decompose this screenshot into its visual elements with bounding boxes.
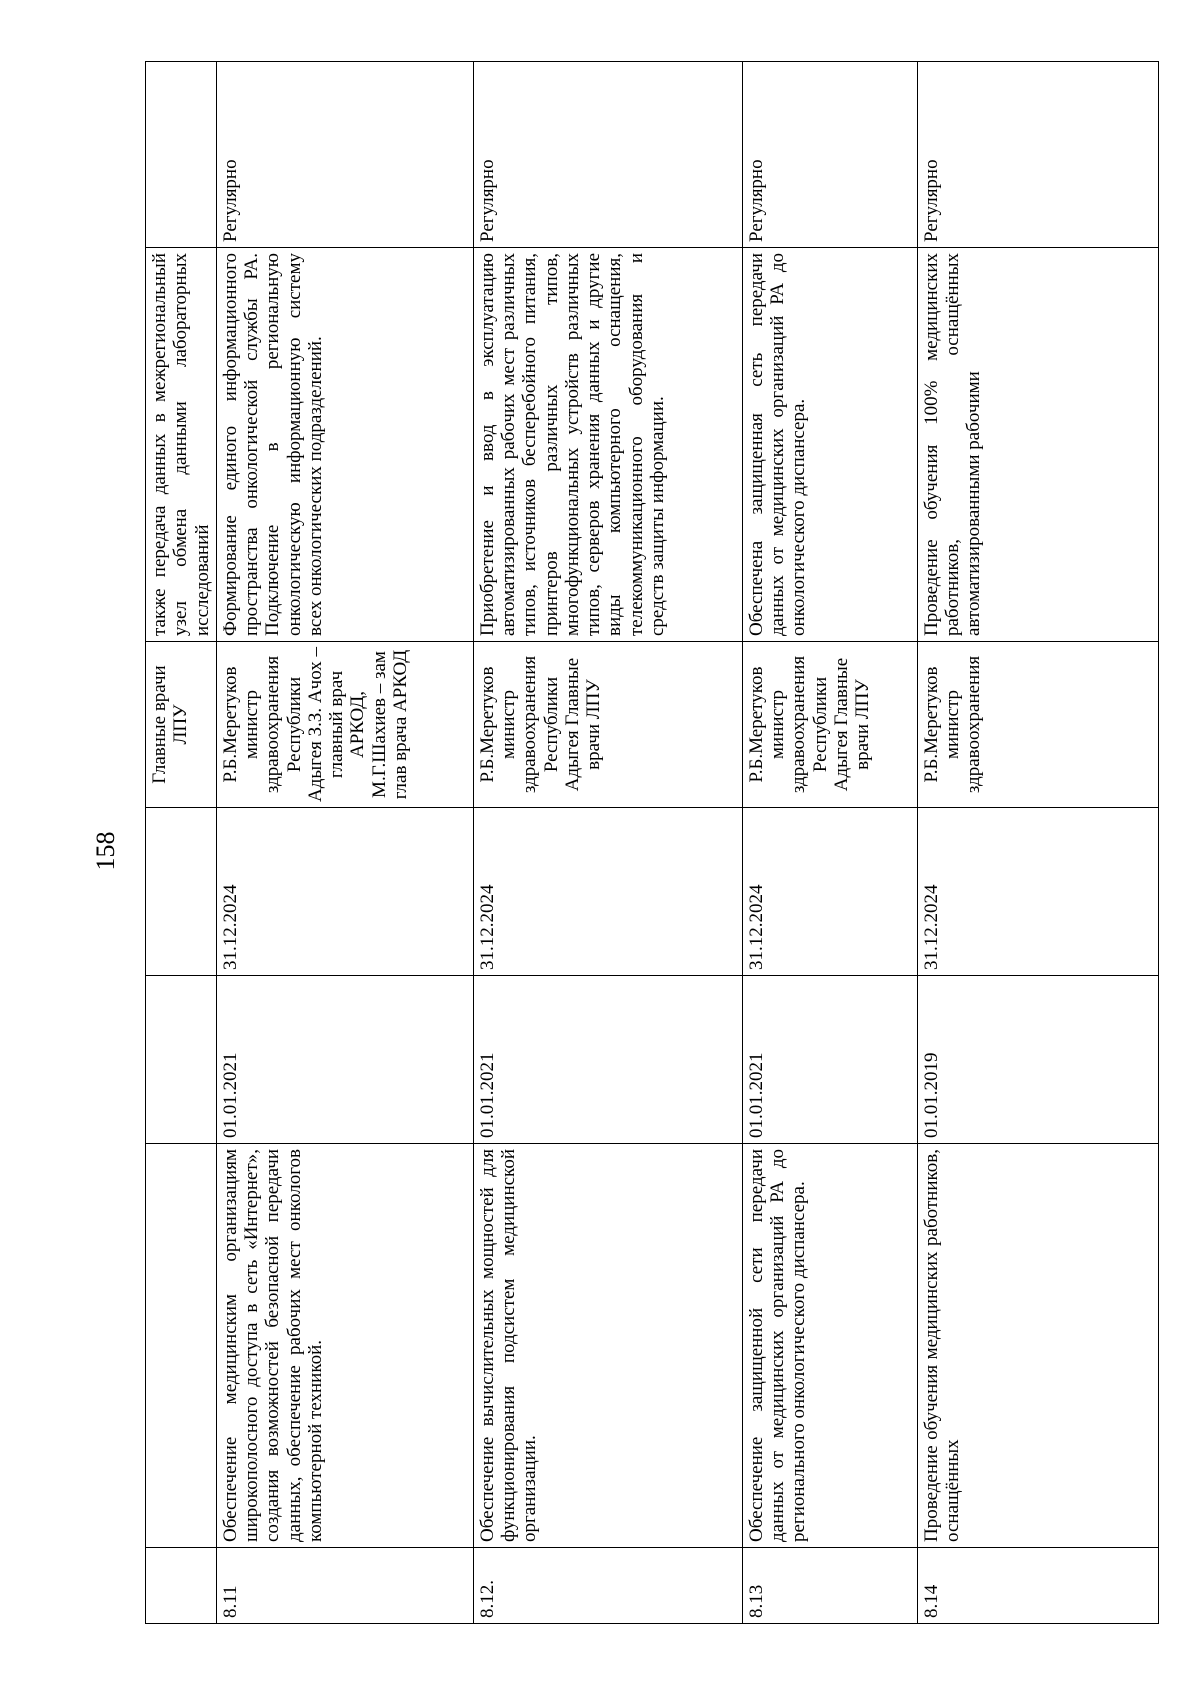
cell-start-date: 01.01.2021 (473, 976, 742, 1144)
cell-event: Проведение обучения медицинских работников, оснащённых (917, 1144, 1158, 1548)
cell-num: 8.13 (742, 1548, 917, 1624)
cell-event: Обеспечение защищенной сети передачи данных от медицинских организаций РА до регионального онкологического диспансера. (742, 1144, 917, 1548)
cell-frequency (146, 62, 217, 248)
cell-result: Формирование единого информационного пространства онкологической службы РА. Подключение в региональную онкологическую информационную систему всех онкологических подразделений. (216, 248, 473, 642)
cell-result: Приобретение и ввод в эксплуатацию автоматизированных рабочих мест различных типов, источников бесперебойного питания, принтеров различных типов, многофункциональных устройств различных типов, серверов хранения данных и другие виды компьютерного оснащения, телекоммуникационного оборудования и средств защиты информации. (473, 248, 742, 642)
cell-end-date: 31.12.2024 (742, 808, 917, 976)
cell-end-date: 31.12.2024 (473, 808, 742, 976)
cell-start-date (146, 976, 217, 1144)
cell-start-date: 01.01.2021 (216, 976, 473, 1144)
cell-responsible: Главные врачи ЛПУ (146, 642, 217, 808)
cell-frequency: Регулярно (917, 62, 1158, 248)
measures-table-rotated (145, 62, 1200, 1624)
cell-responsible: Р.Б.Меретуков министр здравоохранения Республики Адыгея Главные врачи ЛПУ (473, 642, 742, 808)
table-row (917, 62, 1158, 1624)
cell-event: Обеспечение вычислительных мощностей для функционирования подсистем медицинской организации. (473, 1144, 742, 1548)
cell-result: Проведение обучения 100% медицинских работников, оснащённых автоматизированными рабочими (917, 248, 1158, 642)
cell-num: 8.11 (216, 1548, 473, 1624)
page-number: 158 (91, 831, 120, 871)
cell-result: Обеспечена защищенная сеть передачи данных от медицинских организаций РА до онкологического диспансера. (742, 248, 917, 642)
cell-frequency: Регулярно (216, 62, 473, 248)
cell-end-date: 31.12.2024 (917, 808, 1158, 976)
cell-responsible: Р.Б.Меретуков министр здравоохранения Республики Адыгея З.З. Ачох – главный врач АРКОД, М.Г.Шахиев – зам глав врача АРКОД (216, 642, 473, 808)
cell-num (146, 1548, 217, 1624)
cell-start-date: 01.01.2021 (742, 976, 917, 1144)
cell-result: также передача данных в межрегиональный узел обмена данными лабораторных исследований (146, 248, 217, 642)
cell-num: 8.12. (473, 1548, 742, 1624)
table-row-continuation (146, 62, 217, 1624)
table-row (742, 62, 917, 1624)
cell-end-date (146, 808, 217, 976)
cell-responsible: Р.Б.Меретуков министр здравоохранения Республики Адыгея Главные врачи ЛПУ (742, 642, 917, 808)
cell-responsible: Р.Б.Меретуков министр здравоохранения (917, 642, 1158, 808)
cell-num: 8.14 (917, 1548, 1158, 1624)
cell-end-date: 31.12.2024 (216, 808, 473, 976)
cell-start-date: 01.01.2019 (917, 976, 1158, 1144)
cell-frequency: Регулярно (742, 62, 917, 248)
cell-event: Обеспечение медицинским организациям широкополосного доступа в сеть «Интернет», создания возможностей безопасной передачи данных, обеспечение рабочих мест онкологов компьютерной техникой. (216, 1144, 473, 1548)
measures-table (145, 61, 1159, 1624)
cell-event (146, 1144, 217, 1548)
table-row (473, 62, 742, 1624)
cell-frequency: Регулярно (473, 62, 742, 248)
table-row (216, 62, 473, 1624)
